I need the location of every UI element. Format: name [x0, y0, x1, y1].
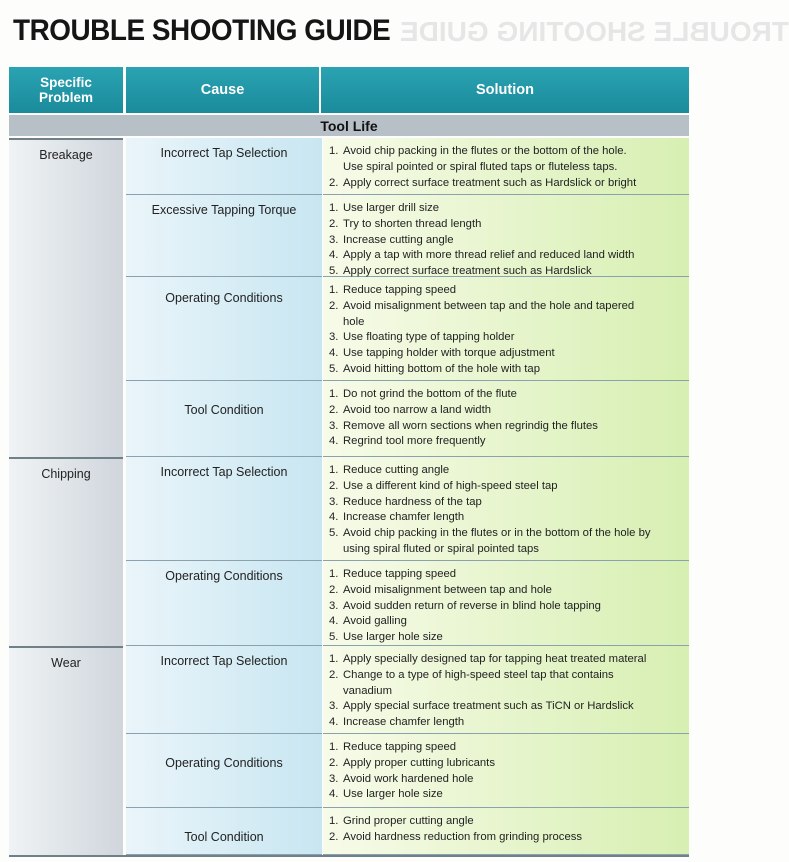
- solution-item: [329, 144, 683, 176]
- solution-cell: [323, 646, 689, 734]
- solution-item: [329, 599, 683, 615]
- solution-text: Use floating type of tapping holder: [343, 331, 515, 344]
- solution-cell: [323, 808, 689, 855]
- solution-item: [329, 248, 683, 264]
- solution-text: Avoid hitting bottom of the hole with tap: [343, 362, 540, 375]
- header-cause-label: Cause: [200, 82, 245, 98]
- solution-number: 3.: [329, 233, 339, 246]
- cause-cell: [126, 195, 322, 277]
- solution-item: [329, 699, 683, 715]
- solution-text: Avoid chip packing in the flutes or the bottom of the hole. Use spiral pointed or spiral fluted taps or fluteless taps.: [343, 145, 627, 173]
- problem-label: Wear: [51, 656, 81, 670]
- solution-number: 4.: [329, 615, 339, 628]
- cause-cell: [126, 561, 322, 646]
- solution-number: 2.: [329, 830, 339, 843]
- solution-item: [329, 419, 683, 435]
- solution-cell: [323, 381, 689, 457]
- cause-label: Operating Conditions: [165, 756, 283, 770]
- solution-number: 1.: [329, 464, 339, 476]
- solution-number: 2.: [329, 403, 339, 416]
- problem-cell-wear: [9, 646, 123, 855]
- cause-label: Excessive Tapping Torque: [151, 203, 297, 217]
- solution-item: [329, 495, 683, 511]
- solution-list: [329, 740, 683, 803]
- solution-text: Avoid misalignment between tap and the hole and tapered hole: [343, 299, 635, 328]
- solution-item: [329, 463, 683, 479]
- solution-number: 3.: [329, 772, 339, 785]
- solution-text: Avoid misalignment between tap and hole: [343, 583, 552, 596]
- solution-item: [329, 772, 683, 788]
- solution-item: [329, 387, 683, 403]
- solution-cell: [323, 561, 689, 646]
- cause-cell: [126, 646, 322, 734]
- solution-item: [329, 583, 683, 599]
- solution-cell: [323, 734, 689, 808]
- solution-number: 2.: [329, 583, 339, 596]
- cause-label: Incorrect Tap Selection: [160, 146, 288, 160]
- solution-text: Avoid work hardened hole: [343, 772, 474, 785]
- problem-label: Chipping: [41, 467, 91, 481]
- solution-text: Avoid too narrow a land width: [343, 403, 491, 416]
- cause-cell: [126, 808, 322, 855]
- solution-number: 1.: [329, 202, 339, 214]
- solution-item: [329, 715, 683, 731]
- solution-text: Reduce tapping speed: [343, 741, 457, 753]
- solution-list: [329, 144, 683, 191]
- solution-number: 3.: [329, 419, 339, 432]
- solution-number: 5.: [329, 527, 339, 540]
- solution-list: [329, 283, 683, 378]
- solution-item: [329, 630, 683, 646]
- solution-text: Avoid galling: [343, 615, 407, 628]
- cause-cell: [126, 734, 322, 808]
- solution-text: Use larger drill size: [343, 202, 440, 214]
- solution-cell: [323, 195, 689, 277]
- solution-number: 1.: [329, 815, 339, 827]
- solution-text: Use tapping holder with torque adjustment: [343, 347, 555, 360]
- table-bottom-rule: [9, 855, 689, 857]
- solution-text: Reduce hardness of the tap: [343, 495, 482, 508]
- solution-text: Regrind tool more frequently: [343, 435, 486, 448]
- solution-text: Reduce cutting angle: [343, 464, 450, 476]
- solution-number: 4.: [329, 788, 339, 801]
- solution-text: Apply correct surface treatment such as Hardslick: [343, 265, 592, 278]
- problem-cell-chipping: [9, 457, 123, 646]
- solution-text: Avoid hardness reduction from grinding process: [343, 830, 583, 843]
- solution-number: 2.: [329, 479, 339, 492]
- solution-item: [329, 176, 683, 192]
- solution-item: [329, 283, 683, 299]
- solution-text: Increase chamfer length: [343, 511, 465, 524]
- solution-list: [329, 387, 683, 450]
- solution-text: Apply special surface treatment such as TiCN or Hardslick: [343, 700, 634, 713]
- solution-item: [329, 510, 683, 526]
- solution-text: Apply specially designed tap for tapping heat treated materal: [343, 653, 647, 665]
- solution-item: [329, 526, 683, 558]
- solution-text: Apply a tap with more thread relief and reduced land width: [343, 249, 635, 262]
- solution-item: [329, 434, 683, 450]
- header-solution: [321, 67, 689, 113]
- cause-cell: [126, 138, 322, 195]
- solution-item: [329, 830, 683, 846]
- solution-list: [329, 201, 683, 280]
- solution-number: 1.: [329, 284, 339, 296]
- solution-item: [329, 362, 683, 378]
- cause-label: Operating Conditions: [165, 569, 283, 583]
- cause-label: Incorrect Tap Selection: [160, 654, 288, 668]
- solution-item: [329, 403, 683, 419]
- solution-cell: [323, 277, 689, 381]
- solution-item: [329, 567, 683, 583]
- header-cause: [126, 67, 319, 113]
- section-tool-life: Tool Life: [9, 115, 689, 136]
- problem-label: Breakage: [39, 148, 93, 162]
- solution-item: [329, 233, 683, 249]
- solution-number: 3.: [329, 495, 339, 508]
- cause-label: Operating Conditions: [165, 291, 283, 305]
- solution-number: 2.: [329, 668, 339, 681]
- solution-number: 4.: [329, 249, 339, 262]
- solution-list: [329, 463, 683, 558]
- problem-cell-breakage: [9, 138, 123, 457]
- solution-text: Avoid sudden return of reverse in blind hole tapping: [343, 599, 601, 612]
- solution-text: Use larger hole size: [343, 788, 443, 801]
- solution-number: 5.: [329, 631, 339, 644]
- solution-number: 2.: [329, 176, 339, 189]
- solution-item: [329, 330, 683, 346]
- solution-number: 3.: [329, 331, 339, 344]
- header-solution-label: Solution: [476, 82, 534, 98]
- solution-text: Increase cutting angle: [343, 233, 454, 246]
- cause-label: Tool Condition: [184, 403, 264, 417]
- solution-number: 4.: [329, 511, 339, 524]
- solution-number: 2.: [329, 756, 339, 769]
- solution-cell: [323, 457, 689, 561]
- cause-cell: [126, 457, 322, 561]
- solution-item: [329, 217, 683, 233]
- solution-item: [329, 740, 683, 756]
- solution-text: Reduce tapping speed: [343, 284, 457, 296]
- header-problem-line1: Specific: [40, 75, 92, 90]
- solution-number: 3.: [329, 599, 339, 612]
- solution-text: Apply correct surface treatment such as Hardslick or bright: [343, 176, 637, 189]
- solution-number: 4.: [329, 347, 339, 360]
- solution-item: [329, 652, 683, 668]
- solution-text: Try to shorten thread length: [343, 217, 482, 230]
- solution-number: 1.: [329, 145, 339, 157]
- solution-item: [329, 614, 683, 630]
- solution-item: [329, 346, 683, 362]
- solution-item: [329, 668, 683, 700]
- cause-label: Incorrect Tap Selection: [160, 465, 288, 479]
- solution-item: [329, 299, 683, 331]
- solution-number: 1.: [329, 741, 339, 753]
- solution-text: Use a different kind of high-speed steel tap: [343, 479, 558, 492]
- solution-number: 4.: [329, 435, 339, 448]
- header-specific-problem: [9, 67, 123, 113]
- solution-text: Avoid chip packing in the flutes or in the bottom of the hole by using spiral fluted or spiral pointed taps: [343, 527, 651, 555]
- solution-number: 2.: [329, 217, 339, 230]
- header-problem-line2: Problem: [38, 90, 93, 105]
- solution-number: 3.: [329, 700, 339, 713]
- solution-item: [329, 756, 683, 772]
- solution-text: Use larger hole size: [343, 631, 443, 644]
- solution-text: Increase chamfer length: [343, 716, 465, 729]
- solution-item: [329, 201, 683, 217]
- solution-list: [329, 652, 683, 731]
- solution-text: Do not grind the bottom of the flute: [343, 388, 517, 400]
- solution-item: [329, 787, 683, 803]
- solution-number: 2.: [329, 299, 339, 312]
- solution-number: 1.: [329, 388, 339, 400]
- solution-text: Change to a type of high-speed steel tap that contains vanadium: [343, 668, 614, 697]
- solution-text: Reduce tapping speed: [343, 568, 457, 580]
- solution-list: [329, 814, 683, 846]
- cause-cell: [126, 381, 322, 457]
- solution-number: 5.: [329, 362, 339, 375]
- solution-list: [329, 567, 683, 646]
- page-title: TROUBLE SHOOTING GUIDE: [13, 14, 391, 47]
- solution-text: Remove all worn sections when regrindig the flutes: [343, 419, 598, 432]
- solution-text: Grind proper cutting angle: [343, 815, 474, 827]
- solution-item: [329, 814, 683, 830]
- solution-cell: [323, 138, 689, 195]
- solution-number: 5.: [329, 265, 339, 278]
- solution-item: [329, 479, 683, 495]
- solution-number: 1.: [329, 653, 339, 665]
- solution-text: Apply proper cutting lubricants: [343, 756, 495, 769]
- solution-number: 1.: [329, 568, 339, 580]
- cause-label: Tool Condition: [184, 830, 264, 844]
- cause-cell: [126, 277, 322, 381]
- bleed-through-text: TROUBLE SHOOTING GUIDE: [400, 16, 789, 47]
- solution-number: 4.: [329, 716, 339, 729]
